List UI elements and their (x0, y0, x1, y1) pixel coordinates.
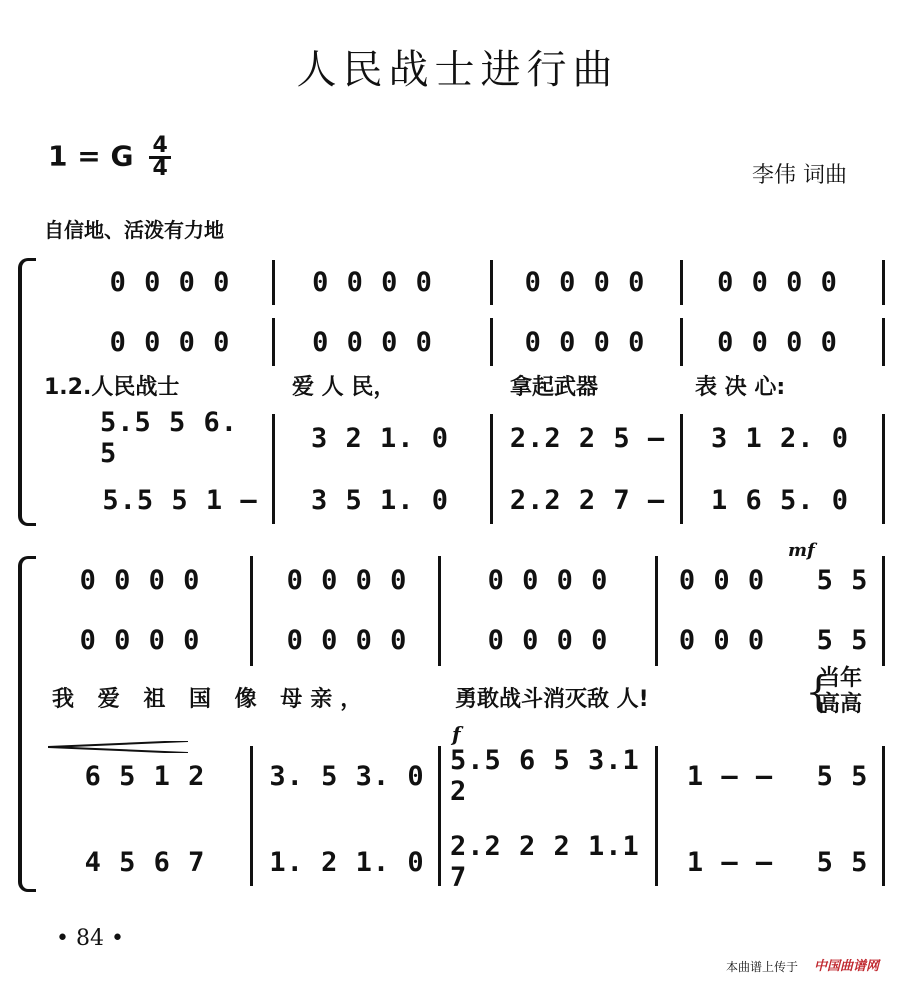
measure: 0 0 0 (678, 624, 766, 656)
measure: 0 0 0 0 (312, 326, 433, 358)
system2-staff3 (0, 745, 915, 807)
barline (490, 260, 493, 305)
system1-staff1 (0, 262, 915, 302)
lyric: 爱 人 民， (292, 375, 396, 400)
measure: 0 0 0 0 (79, 624, 201, 656)
barline (490, 414, 493, 524)
system2-lyrics (0, 682, 915, 722)
barline (882, 556, 885, 666)
barline (680, 414, 683, 524)
measure: 0 0 0 0 (312, 266, 433, 298)
measure: 0 0 0 0 (79, 564, 201, 596)
time-unit: 4 (152, 156, 168, 181)
measure: 5.5 6 5 3.1 2 (450, 745, 640, 807)
tempo-marking: 自信地、活泼有力地 (44, 218, 224, 242)
barline (680, 318, 683, 366)
system2-staff1 (0, 560, 915, 600)
time-beats: 4 (152, 133, 168, 158)
alt-lyrics (818, 666, 862, 718)
barline (680, 260, 683, 305)
measure: 5 5 (816, 846, 869, 878)
measure: 0 0 0 0 (286, 624, 408, 656)
measure: 6 5 1 2 (84, 760, 206, 792)
alt-lyrics-brace: { (805, 667, 832, 716)
barline (882, 414, 885, 524)
measure: 5 5 (816, 760, 869, 792)
alt-lyric: 当年 (818, 666, 863, 691)
measure: 2.2 2 5 — (509, 422, 666, 454)
lyric: 表 决 心: (695, 375, 786, 400)
footer-text: 本曲谱上传于 (726, 960, 799, 974)
lyric: 拿起武器 (510, 375, 599, 400)
page-number: • 84 • (56, 926, 124, 951)
measure: 0 0 0 0 (717, 326, 838, 358)
crescendo-hairpin (48, 741, 188, 753)
alt-lyric: 高高 (818, 692, 863, 717)
system2-staff4 (0, 831, 915, 893)
system1-staff3 (0, 407, 915, 469)
measure: 5 5 (816, 564, 869, 596)
barline (882, 318, 885, 366)
barline (272, 414, 275, 524)
measure: 1 — — (686, 846, 774, 878)
measure: 2.2 2 2 1.1 7 (450, 831, 640, 893)
measure: 3. 5 3. 0 (269, 760, 425, 792)
system1-staff4 (0, 480, 915, 520)
system2-staff2 (0, 620, 915, 660)
measure: 0 0 0 0 (487, 564, 609, 596)
dynamic-mf: mf (788, 540, 815, 561)
measure: 5.5 5 6. 5 (100, 407, 239, 469)
measure: 3 5 1. 0 (310, 484, 450, 516)
measure: 5 5 (816, 624, 869, 656)
barline (438, 746, 441, 886)
measure: 1 — — (686, 760, 774, 792)
measure: 1. 2 1. 0 (269, 846, 425, 878)
dynamic-f: f (452, 722, 461, 746)
lyric: 我 爱 祖 国 像 母亲， (52, 687, 371, 712)
barline (882, 260, 885, 305)
barline (655, 746, 658, 886)
measure: 0 0 0 0 (487, 624, 609, 656)
measure: 0 0 0 0 (109, 326, 231, 358)
barline (272, 260, 275, 305)
measure: 0 0 0 0 (109, 266, 231, 298)
page-title: 人民战士进行曲 (296, 47, 619, 93)
measure: 0 0 0 0 (524, 266, 646, 298)
measure: 3 2 1. 0 (310, 422, 450, 454)
measure: 3 1 2. 0 (710, 422, 850, 454)
measure: 0 0 0 0 (286, 564, 408, 596)
measure: 0 0 0 0 (524, 326, 646, 358)
barline (490, 318, 493, 366)
site-logo: 中国曲谱网 (814, 959, 880, 974)
lyric: 1.2.人民战士 (44, 375, 180, 400)
barline (438, 556, 441, 666)
barline (250, 556, 253, 666)
system1-lyrics (0, 370, 915, 410)
measure: 2.2 2 7 — (509, 484, 666, 516)
measure: 0 0 0 0 (717, 266, 838, 298)
measure: 0 0 0 (678, 564, 766, 596)
measure: 4 5 6 7 (84, 846, 206, 878)
time-signature (149, 133, 171, 181)
measure: 5.5 5 1 — (102, 484, 258, 516)
composer: 李伟 词曲 (752, 163, 847, 188)
lyric: 勇敢战斗消灭敌 人! (455, 687, 649, 712)
barline (882, 746, 885, 886)
barline (250, 746, 253, 886)
system1-staff2 (0, 322, 915, 362)
key-signature (48, 133, 171, 181)
measure: 1 6 5. 0 (710, 484, 850, 516)
barline (655, 556, 658, 666)
barline (272, 318, 275, 366)
key-label: 1 = G (48, 139, 134, 173)
